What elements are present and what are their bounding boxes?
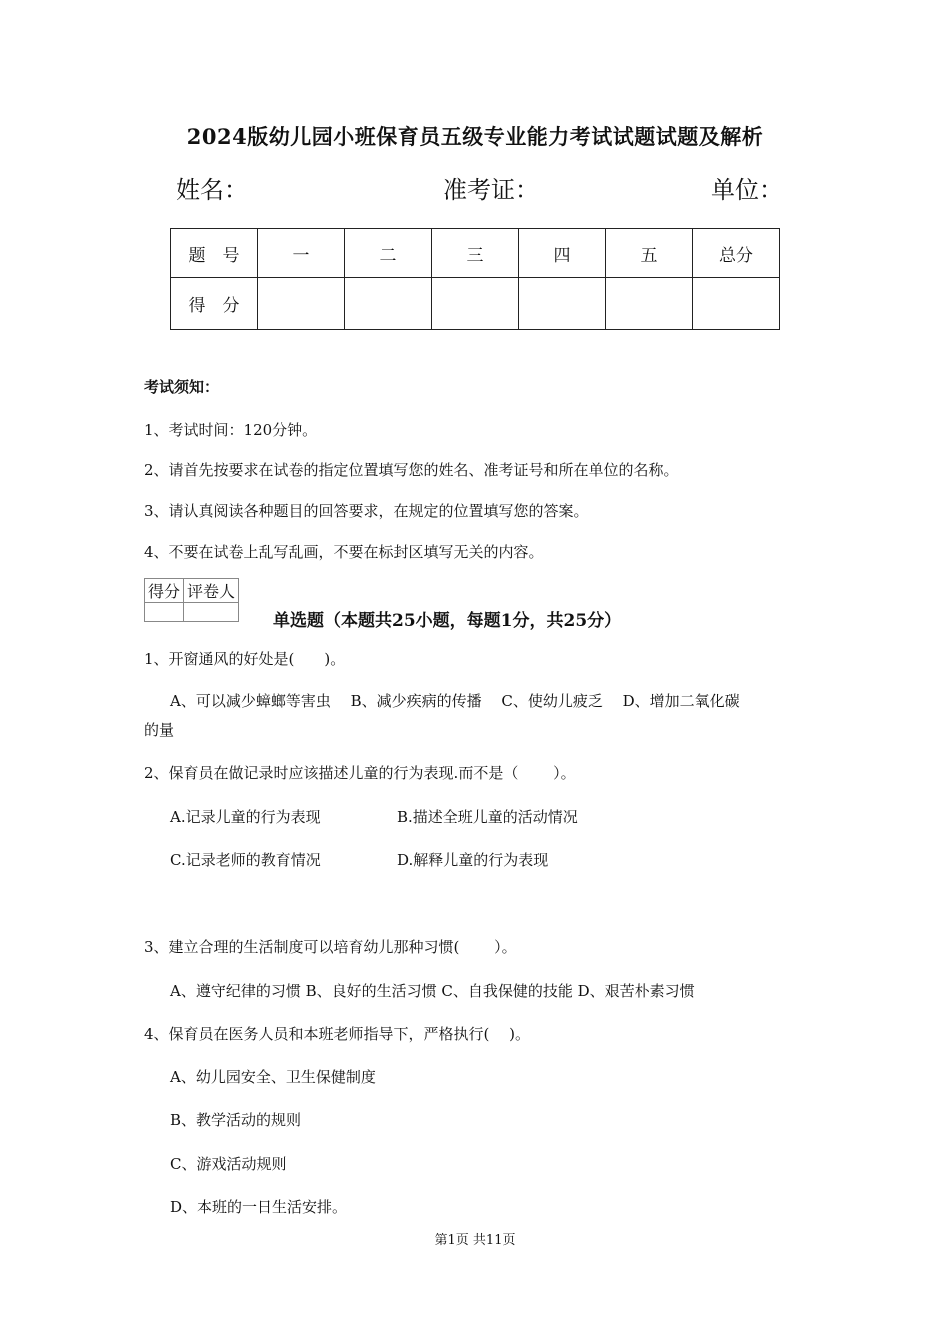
question-2-option-b: B.描述全班儿童的活动情况 (397, 808, 578, 826)
question-4-option-d: D、本班的一日生活安排。 (170, 1198, 348, 1216)
score-input-cell[interactable] (606, 278, 693, 330)
score-table-header-cell: 四 (519, 229, 606, 278)
question-2-stem: 2、保育员在做记录时应该描述儿童的行为表现.而不是（ ）。 (144, 764, 576, 782)
grader-reviewer-label: 评卷人 (184, 579, 239, 603)
score-input-cell[interactable] (258, 278, 345, 330)
question-1-options: A、可以减少蟑螂等害虫 B、减少疾病的传播 C、使幼儿疲乏 D、增加二氧化碳 (170, 692, 740, 710)
question-2-option-a: A.记录儿童的行为表现 (170, 808, 321, 826)
notice-item: 1、考试时间：120分钟。 (144, 421, 318, 439)
page-footer: 第1页 共11页 (434, 1233, 516, 1248)
section-title: 单选题（本题共25小题，每题1分，共25分） (273, 611, 622, 631)
document-title: 2024版幼儿园小班保育员五级专业能力考试试题试题及解析 (186, 124, 764, 149)
question-4-stem: 4、保育员在医务人员和本班老师指导下，严格执行( )。 (144, 1025, 531, 1043)
grader-reviewer-cell[interactable] (184, 603, 239, 622)
question-1-stem: 1、开窗通风的好处是( )。 (144, 650, 346, 668)
question-4-option-b: B、教学活动的规则 (170, 1111, 302, 1129)
score-table-header-cell: 二 (345, 229, 432, 278)
notice-item: 3、请认真阅读各种题目的回答要求，在规定的位置填写您的答案。 (144, 502, 589, 520)
question-2-option-d: D.解释儿童的行为表现 (397, 851, 549, 869)
name-field-label: 姓名： (176, 176, 248, 204)
score-table-score-row (171, 278, 780, 330)
grader-box (144, 578, 239, 622)
notice-item: 4、不要在试卷上乱写乱画，不要在标封区填写无关的内容。 (144, 543, 544, 561)
unit-field-label: 单位： (711, 176, 783, 204)
score-table-header-cell: 三 (432, 229, 519, 278)
exam-id-field-label: 准考证： (443, 176, 539, 204)
score-input-cell[interactable] (519, 278, 606, 330)
question-3-options: A、遵守纪律的习惯 B、良好的生活习惯 C、自我保健的技能 D、艰苦朴素习惯 (170, 982, 695, 1000)
question-4-option-a: A、幼儿园安全、卫生保健制度 (170, 1068, 376, 1086)
score-input-cell[interactable] (345, 278, 432, 330)
grader-score-label: 得分 (145, 579, 184, 603)
score-table-header-cell: 一 (258, 229, 345, 278)
notice-item: 2、请首先按要求在试卷的指定位置填写您的姓名、准考证号和所在单位的名称。 (144, 461, 679, 479)
question-1-options-wrap: 的量 (144, 721, 175, 739)
score-table-header-row (171, 229, 780, 278)
question-3-stem: 3、建立合理的生活制度可以培育幼儿那种习惯( ）。 (144, 938, 517, 956)
score-table (170, 228, 780, 330)
score-input-cell[interactable] (693, 278, 780, 330)
score-table-header-cell: 题 号 (171, 229, 258, 278)
grader-score-cell[interactable] (145, 603, 184, 622)
score-table-header-cell: 五 (606, 229, 693, 278)
question-4-option-c: C、游戏活动规则 (170, 1155, 287, 1173)
score-table-header-cell: 总分 (693, 229, 780, 278)
notice-heading: 考试须知： (144, 378, 220, 396)
score-row-label: 得 分 (171, 278, 258, 330)
score-input-cell[interactable] (432, 278, 519, 330)
question-2-option-c: C.记录老师的教育情况 (170, 851, 321, 869)
